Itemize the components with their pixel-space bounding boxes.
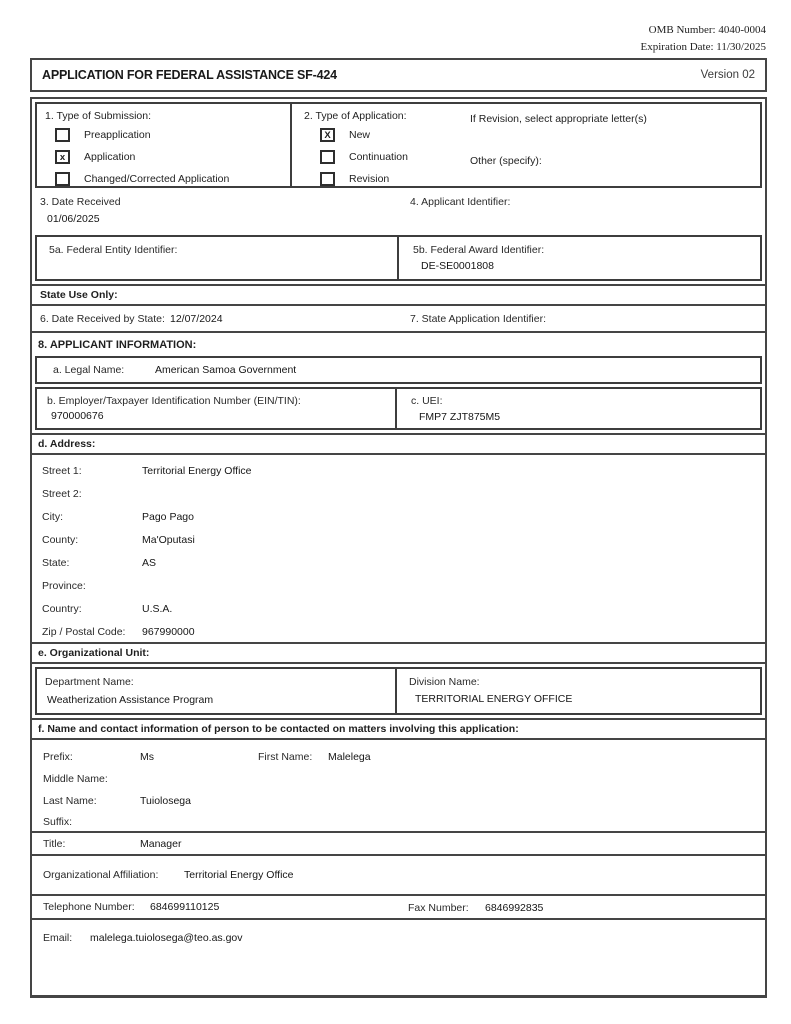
revision-checkbox[interactable] [320, 172, 335, 186]
zip-label: Zip / Postal Code: [42, 625, 126, 638]
state-application-identifier-label: 7. State Application Identifier: [410, 312, 547, 325]
omb-block [641, 22, 766, 56]
prefix-label: Prefix: [43, 751, 73, 763]
street1-value[interactable]: Territorial Energy Office [142, 464, 252, 477]
preapplication-row [55, 126, 290, 144]
state-application-identifier-cell [408, 313, 765, 325]
city-value[interactable]: Pago Pago [142, 510, 194, 523]
omb-number-label: OMB Number: [648, 24, 716, 36]
suffix-label: Suffix: [43, 815, 72, 828]
first-name-label: First Name: [258, 751, 313, 763]
continuation-label: Continuation [349, 151, 408, 163]
revision-row [320, 170, 760, 188]
ein-cell [37, 389, 397, 428]
section-type-of-application [292, 104, 760, 186]
application-label: Application [84, 151, 136, 163]
middle-name-label: Middle Name: [43, 773, 108, 785]
expiration-date-label: Expiration Date: [640, 41, 714, 53]
applicant-identifier-label: 4. Applicant Identifier: [410, 196, 511, 208]
last-name-value[interactable]: Tuiolosega [140, 795, 191, 807]
province-label: Province: [42, 579, 86, 592]
email-value[interactable]: malelega.tuiolosega@teo.as.gov [90, 932, 243, 944]
applicant-identifier-cell [408, 191, 765, 235]
division-name-value[interactable]: TERRITORIAL ENERGY OFFICE [415, 693, 573, 705]
zip-value[interactable]: 967990000 [142, 625, 195, 638]
type-of-submission-label: 1. Type of Submission: [45, 110, 152, 122]
suffix-row [32, 812, 765, 833]
ein-value[interactable]: 970000676 [51, 410, 104, 422]
state-value[interactable]: AS [142, 556, 157, 569]
fax-pair [408, 896, 543, 920]
section-type-box [35, 102, 762, 188]
first-name-value[interactable]: Malelega [328, 751, 371, 763]
street1-row [32, 459, 765, 482]
preapplication-checkbox[interactable] [55, 128, 70, 142]
province-row [32, 574, 765, 597]
uei-cell [397, 389, 760, 428]
date-received-row [32, 191, 765, 235]
date-received-by-state-value[interactable]: 12/07/2024 [170, 312, 223, 325]
state-label: State: [42, 556, 70, 569]
new-checkbox[interactable]: X [320, 128, 335, 142]
contact-section-header: f. Name and contact information of person to be contacted on matters involving this application: [32, 718, 765, 740]
applicant-information-header: 8. APPLICANT INFORMATION: [38, 338, 197, 351]
organizational-affiliation-row [32, 856, 765, 896]
type-of-application-label: 2. Type of Application: [304, 110, 407, 122]
state-date-row [32, 306, 765, 333]
revision-hint-text: If Revision, select appropriate letter(s) [470, 113, 647, 125]
organizational-affiliation-value[interactable]: Territorial Energy Office [184, 869, 294, 881]
date-received-by-state-label: 6. Date Received by State: [40, 312, 165, 325]
expiration-date-line [641, 39, 766, 56]
county-row [32, 528, 765, 551]
other-specify-label: Other (specify): [470, 155, 542, 167]
county-value[interactable]: Ma'Oputasi [142, 533, 195, 546]
department-division-box [35, 667, 762, 715]
city-row [32, 505, 765, 528]
legal-name-box [35, 356, 762, 384]
date-received-cell [32, 191, 408, 235]
zip-row [32, 620, 765, 643]
telephone-row [32, 896, 765, 920]
date-received-label: 3. Date Received [40, 196, 121, 208]
legal-name-label: a. Legal Name: [53, 364, 125, 376]
legal-name-value[interactable]: American Samoa Government [155, 364, 297, 376]
application-checkbox[interactable]: x [55, 150, 70, 164]
uei-label: c. UEI: [411, 395, 443, 407]
email-label: Email: [43, 932, 73, 944]
department-name-label: Department Name: [45, 676, 134, 688]
telephone-label: Telephone Number: [43, 901, 135, 913]
federal-identifier-box [35, 235, 762, 281]
contact-block [32, 740, 765, 990]
federal-entity-identifier-label: 5a. Federal Entity Identifier: [49, 244, 178, 256]
city-label: City: [42, 510, 63, 523]
form-title: APPLICATION FOR FEDERAL ASSISTANCE SF-424 [42, 68, 337, 82]
fax-value[interactable]: 6846992835 [485, 902, 544, 914]
address-header: d. Address: [32, 433, 765, 455]
last-name-row [32, 790, 765, 812]
first-name-pair [258, 746, 371, 768]
organizational-affiliation-label: Organizational Affiliation: [43, 869, 159, 881]
country-row [32, 597, 765, 620]
county-label: County: [42, 533, 79, 546]
new-row [320, 126, 760, 144]
email-row [32, 920, 765, 990]
country-label: Country: [42, 602, 82, 615]
uei-value[interactable]: FMP7 ZJT875M5 [419, 411, 501, 423]
form-body [30, 97, 767, 998]
changed-corrected-label: Changed/Corrected Application [84, 173, 230, 185]
federal-entity-identifier-cell [37, 237, 399, 279]
state-row [32, 551, 765, 574]
prefix-row [32, 746, 765, 768]
continuation-checkbox[interactable] [320, 150, 335, 164]
application-row [55, 148, 290, 166]
omb-number-value: 4040-0004 [718, 24, 766, 36]
revision-label: Revision [349, 173, 390, 185]
title-label: Title: [43, 837, 66, 850]
federal-award-identifier-value[interactable]: DE-SE0001808 [421, 260, 494, 272]
division-name-label: Division Name: [409, 676, 480, 688]
middle-name-row [32, 768, 765, 790]
expiration-date-value: 11/30/2025 [716, 41, 766, 53]
date-received-by-state-cell [32, 313, 408, 325]
changed-corrected-checkbox[interactable] [55, 172, 70, 186]
fax-label: Fax Number: [408, 902, 469, 914]
last-name-label: Last Name: [43, 795, 97, 807]
address-block [32, 455, 765, 639]
ein-uei-box [35, 387, 762, 430]
form-version: Version 02 [700, 69, 755, 81]
telephone-value[interactable]: 684699110125 [150, 901, 220, 913]
omb-number-line [641, 22, 766, 39]
date-received-value[interactable]: 01/06/2025 [47, 213, 100, 225]
street1-label: Street 1: [42, 464, 82, 477]
new-label: New [349, 129, 371, 141]
title-row [32, 833, 765, 856]
department-name-value[interactable]: Weatherization Assistance Program [47, 694, 214, 706]
division-cell [397, 669, 760, 713]
federal-award-identifier-label: 5b. Federal Award Identifier: [413, 244, 545, 256]
preapplication-label: Preapplication [84, 129, 151, 141]
country-value[interactable]: U.S.A. [142, 602, 173, 615]
federal-award-identifier-cell [399, 237, 760, 279]
ein-label: b. Employer/Taxpayer Identification Number (EIN/TIN): [47, 395, 301, 407]
title-value[interactable]: Manager [140, 837, 182, 850]
street2-label: Street 2: [42, 487, 82, 500]
prefix-value[interactable]: Ms [140, 751, 154, 763]
department-cell [37, 669, 397, 713]
changed-corrected-row [55, 170, 290, 188]
organizational-unit-header: e. Organizational Unit: [32, 642, 765, 664]
form-header [30, 58, 767, 92]
section-type-of-submission [37, 104, 292, 186]
state-use-only-header: State Use Only: [32, 284, 765, 306]
street2-row [32, 482, 765, 505]
